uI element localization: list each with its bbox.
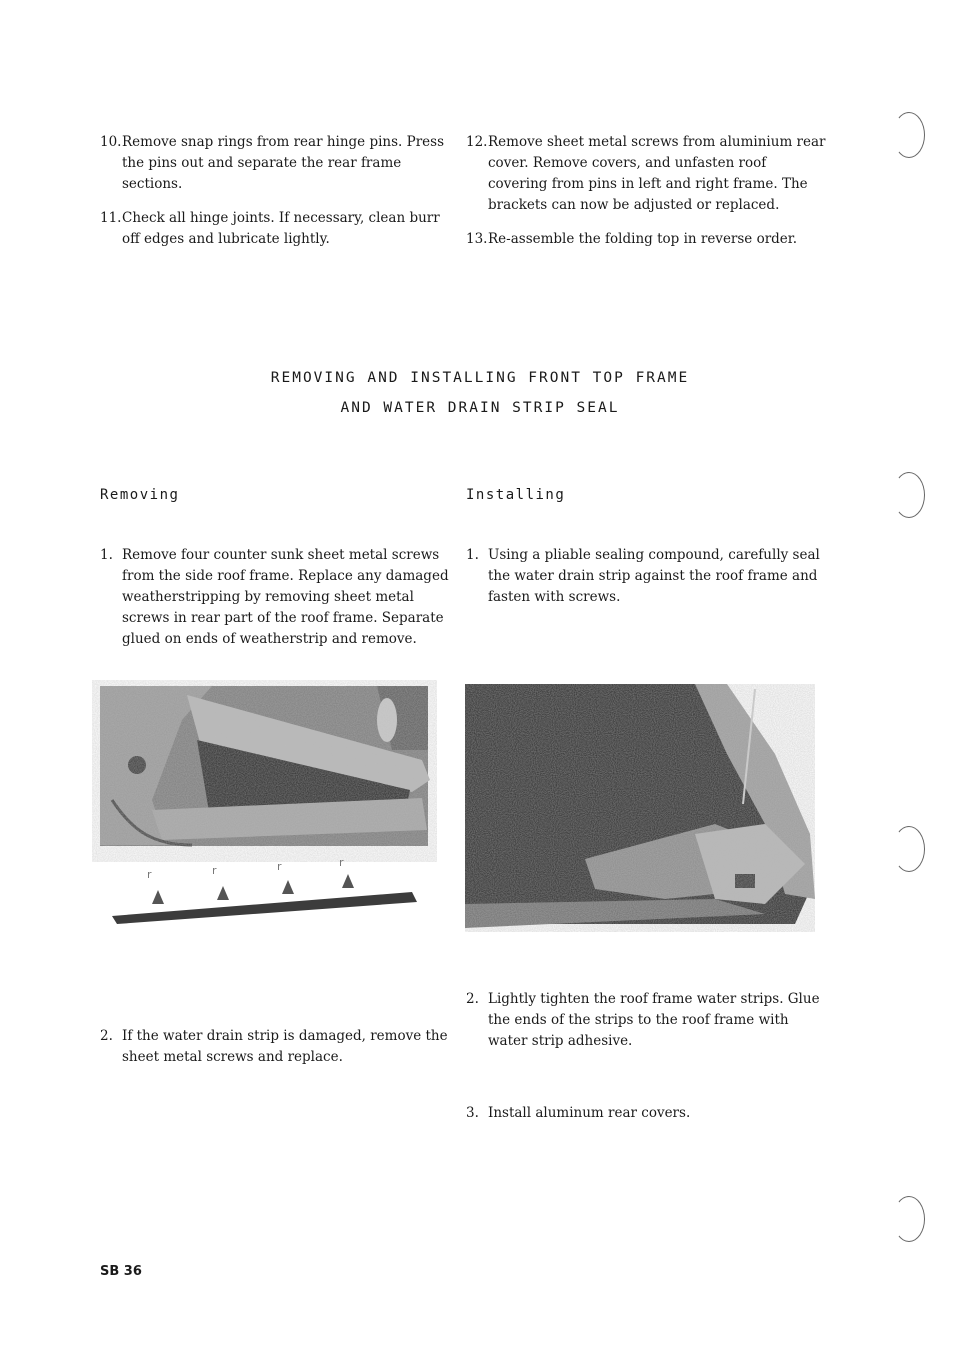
step-text: Remove four counter sunk sheet metal screws from the side roof frame. Replace any damaged weatherstripping by removing sheet metal screws in rear part of the roof frame. Separate glued on ends of weatherstrip and remove.	[122, 547, 449, 647]
step-number: 1.	[100, 547, 113, 563]
step-text: Re-assemble the folding top in reverse order.	[488, 231, 798, 247]
section-title-line2: AND WATER DRAIN STRIP SEAL	[340, 400, 620, 416]
step-number: 11.	[100, 210, 122, 226]
step-text: Lightly tighten the roof frame water strips. Glue the ends of the strips to the roof frame with water strip adhesive.	[488, 991, 820, 1049]
front-top-frame-illustration	[92, 680, 437, 930]
installing-heading: Installing	[466, 487, 566, 503]
step-number: 2.	[466, 991, 479, 1007]
svg-text:r: r	[212, 864, 217, 877]
step-number: 1.	[466, 547, 479, 563]
step-number: 12.	[466, 134, 488, 150]
installing-step-1	[466, 545, 828, 608]
binder-hole-icon	[893, 472, 925, 518]
photo-front-top-frame	[92, 680, 437, 930]
step-text: Install aluminum rear covers.	[488, 1105, 691, 1121]
svg-text:r: r	[339, 856, 344, 869]
step-10	[100, 132, 460, 195]
page-code: SB 36	[100, 1264, 142, 1279]
installing-step-2	[466, 989, 828, 1052]
binder-hole-icon	[893, 826, 925, 872]
removing-step-1	[100, 545, 460, 650]
installing-step-3	[466, 1103, 828, 1124]
step-number: 2.	[100, 1028, 113, 1044]
step-text: If the water drain strip is damaged, remove the sheet metal screws and replace.	[122, 1028, 448, 1065]
step-13	[466, 229, 828, 250]
step-number: 10.	[100, 134, 122, 150]
step-number: 3.	[466, 1105, 479, 1121]
removing-heading: Removing	[100, 487, 180, 503]
step-text: Remove snap rings from rear hinge pins. Press the pins out and separate the rear frame sections.	[122, 134, 445, 192]
binder-hole-icon	[893, 1196, 925, 1242]
removing-step-2	[100, 1026, 460, 1068]
step-number: 13.	[466, 231, 488, 247]
binder-hole-icon	[893, 112, 925, 158]
photo-roof-frame-corner	[465, 684, 815, 932]
step-12	[466, 132, 828, 216]
section-title-line1: REMOVING AND INSTALLING FRONT TOP FRAME	[270, 370, 690, 386]
step-text: Using a pliable sealing compound, carefully seal the water drain strip against the roof frame and fasten with screws.	[488, 547, 820, 605]
step-text: Remove sheet metal screws from aluminium rear cover. Remove covers, and unfasten roof covering from pins in left and right frame. The brackets can now be adjusted or replaced.	[488, 134, 826, 213]
step-11	[100, 208, 460, 250]
step-text: Check all hinge joints. If necessary, clean burr off edges and lubricate lightly.	[122, 210, 440, 247]
svg-text:r: r	[277, 860, 282, 873]
svg-text:r: r	[147, 868, 152, 881]
roof-frame-corner-illustration	[465, 684, 815, 932]
